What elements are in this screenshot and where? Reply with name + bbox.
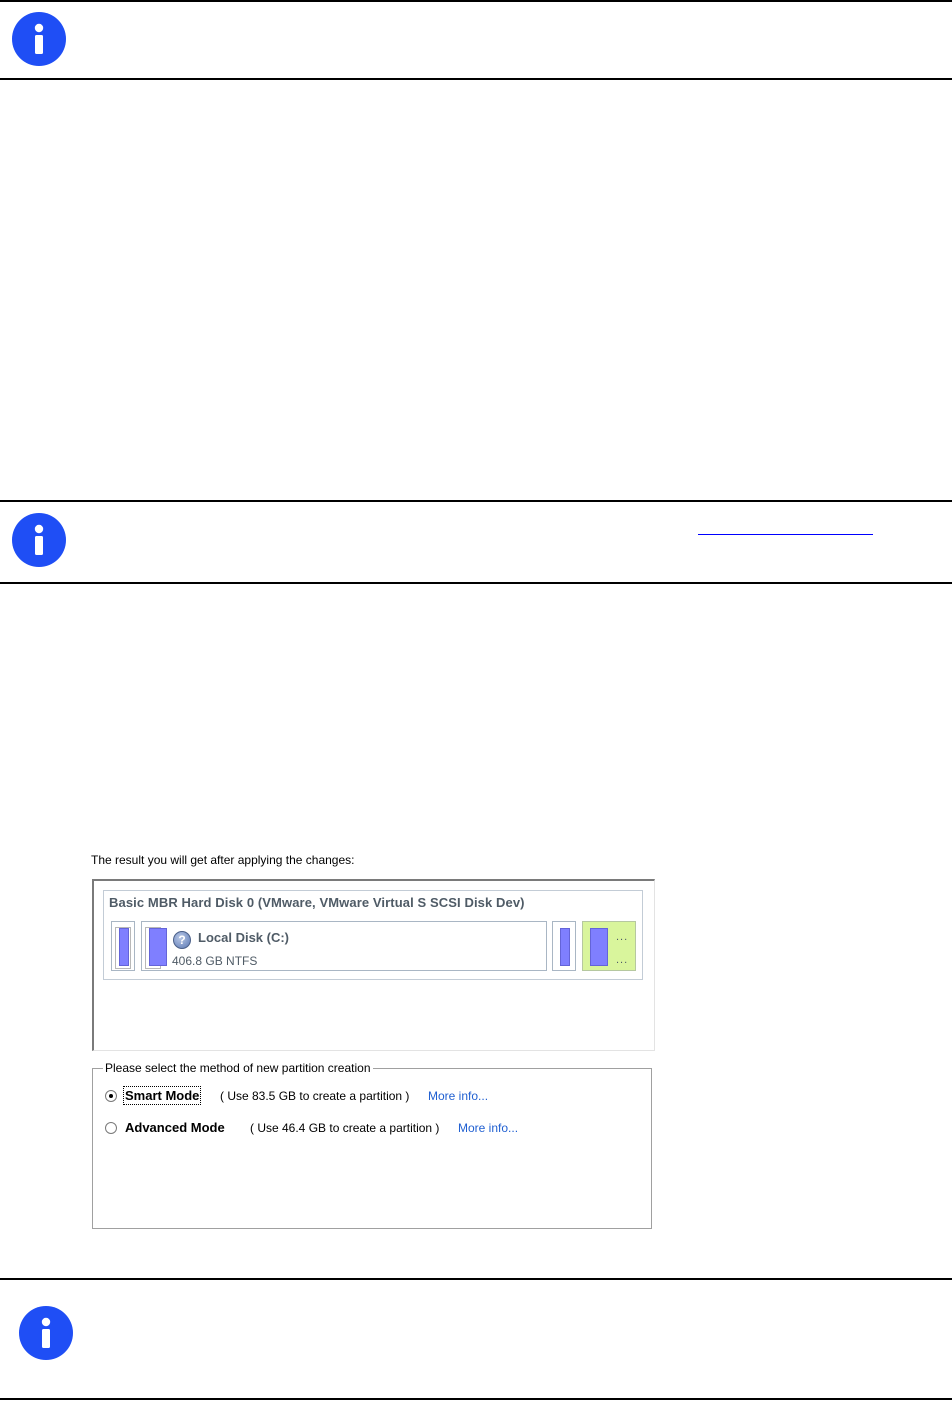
result-caption: The result you will get after applying the changes: xyxy=(91,853,355,867)
info-icon xyxy=(18,1305,74,1361)
advanced-mode-desc: ( Use 46.4 GB to create a partition ) xyxy=(250,1121,440,1135)
partition-local-disk-c[interactable] xyxy=(141,921,547,971)
disk-box[interactable] xyxy=(103,890,643,980)
smart-mode-desc: ( Use 83.5 GB to create a partition ) xyxy=(220,1089,410,1103)
note-rule-top-1 xyxy=(0,0,952,2)
disk-map-panel xyxy=(92,879,655,1051)
advanced-mode-radio[interactable] xyxy=(105,1122,117,1134)
info-icon xyxy=(11,512,67,568)
partition-wizard-screenshot xyxy=(90,850,656,1234)
note-rule-bottom-1 xyxy=(0,78,952,80)
info-icon xyxy=(11,11,67,67)
creation-method-group xyxy=(92,1061,652,1229)
note-rule-bottom-2 xyxy=(0,582,952,584)
advanced-mode-label[interactable]: Advanced Mode xyxy=(125,1120,225,1135)
partition-unallocated[interactable] xyxy=(582,921,636,971)
group-legend: Please select the method of new partition creation xyxy=(105,1061,371,1075)
note-rule-bottom-3 xyxy=(0,1398,952,1400)
hyperlink-underline[interactable] xyxy=(698,534,873,535)
smart-mode-label[interactable]: Smart Mode xyxy=(125,1088,200,1103)
partition-small-2[interactable] xyxy=(552,921,576,971)
disk-title: Basic MBR Hard Disk 0 (VMware, VMware Virtual S SCSI Disk Dev) xyxy=(109,895,525,910)
smart-mode-more-info-link[interactable]: More info... xyxy=(428,1089,489,1103)
note-rule-top-3 xyxy=(0,1278,952,1280)
note-rule-top-2 xyxy=(0,500,952,502)
partition-size: 406.8 GB NTFS xyxy=(172,954,258,968)
question-icon: ? xyxy=(173,931,191,949)
advanced-mode-more-info-link[interactable]: More info... xyxy=(458,1121,519,1135)
dots-top: ... xyxy=(616,931,629,943)
partition-small-1[interactable] xyxy=(111,921,135,971)
dots-bottom: ... xyxy=(616,954,629,966)
smart-mode-radio[interactable] xyxy=(105,1090,117,1102)
partition-name: Local Disk (C:) xyxy=(198,930,290,945)
